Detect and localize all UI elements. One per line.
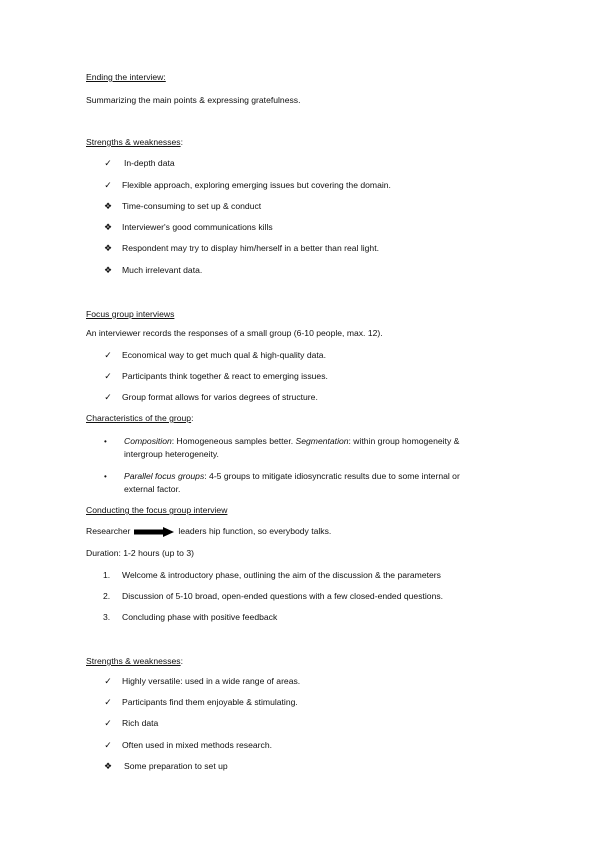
list-item-text: Discussion of 5-10 broad, open-ended questions with a few closed-ended questions. bbox=[122, 591, 444, 601]
check-icon: ✓ bbox=[104, 371, 112, 381]
diamond-icon: ❖ bbox=[103, 265, 113, 275]
term: Parallel focus groups bbox=[124, 471, 205, 481]
bullet-icon: • bbox=[104, 472, 107, 481]
researcher-label: Researcher bbox=[86, 526, 131, 536]
sw2-heading-text: Strengths & weaknesses bbox=[86, 656, 181, 666]
diamond-icon: ❖ bbox=[103, 761, 113, 771]
characteristics-heading bbox=[86, 413, 193, 424]
step-number: 3. bbox=[103, 612, 111, 622]
sw1-heading bbox=[86, 137, 183, 148]
term: Composition bbox=[124, 436, 172, 446]
list-item-text: intergroup heterogeneity. bbox=[124, 449, 219, 459]
step-number: 1. bbox=[103, 570, 111, 580]
term-text: : 4-5 groups to mitigate idiosyncratic results due to some internal or bbox=[204, 471, 460, 481]
check-icon: ✓ bbox=[104, 392, 112, 402]
list-item-text: Often used in mixed methods research. bbox=[122, 740, 272, 750]
list-item-text bbox=[124, 471, 460, 482]
list-item-text: Flexible approach, exploring emerging issues but covering the domain. bbox=[122, 180, 391, 190]
step-number: 2. bbox=[103, 591, 111, 601]
sw2-heading-suffix: : bbox=[180, 656, 183, 666]
diamond-icon: ❖ bbox=[103, 222, 113, 232]
characteristics-heading-suffix: : bbox=[191, 413, 194, 423]
researcher-line bbox=[86, 526, 331, 537]
list-item-text: external factor. bbox=[124, 484, 181, 494]
list-item-text: In-depth data bbox=[124, 158, 175, 168]
check-icon: ✓ bbox=[104, 350, 112, 360]
list-item-text: Economical way to get much qual & high-quality data. bbox=[122, 350, 326, 360]
list-item-text: Welcome & introductory phase, outlining the aim of the discussion & the parameters bbox=[122, 570, 441, 580]
term: Segmentation bbox=[295, 436, 349, 446]
list-item-text: Participants think together & react to emerging issues. bbox=[122, 371, 328, 381]
list-item-text: Rich data bbox=[122, 718, 159, 728]
researcher-text: leaders hip function, so everybody talks. bbox=[178, 526, 332, 536]
sw1-heading-text: Strengths & weaknesses bbox=[86, 137, 181, 147]
list-item-text: Interviewer's good communications kills bbox=[122, 222, 273, 232]
focus-heading: Focus group interviews bbox=[86, 309, 175, 319]
list-item-text: Group format allows for varios degrees of structure. bbox=[122, 392, 318, 402]
list-item-text: Some preparation to set up bbox=[124, 761, 228, 771]
sw1-heading-suffix: : bbox=[180, 137, 183, 147]
term-text: : Homogeneous samples better. bbox=[171, 436, 296, 446]
duration-line: Duration: 1-2 hours (up to 3) bbox=[86, 548, 194, 558]
check-icon: ✓ bbox=[104, 697, 112, 707]
check-icon: ✓ bbox=[104, 718, 112, 728]
list-item-text: Much irrelevant data. bbox=[122, 265, 203, 275]
term-text: : within group homogeneity & bbox=[348, 436, 460, 446]
check-icon: ✓ bbox=[104, 180, 112, 190]
arrow-right-icon bbox=[134, 527, 174, 537]
ending-text: Summarizing the main points & expressing gratefulness. bbox=[86, 95, 301, 105]
sw2-heading bbox=[86, 656, 183, 667]
list-item-text: Highly versatile: used in a wide range of areas. bbox=[122, 676, 301, 686]
list-item-text: Respondent may try to display him/herself in a better than real light. bbox=[122, 243, 379, 253]
list-item-text: Participants find them enjoyable & stimulating. bbox=[122, 697, 298, 707]
ending-heading: Ending the interview: bbox=[86, 72, 166, 82]
list-item-text: Concluding phase with positive feedback bbox=[122, 612, 278, 622]
conducting-heading: Conducting the focus group interview bbox=[86, 505, 228, 515]
diamond-icon: ❖ bbox=[103, 201, 113, 211]
list-item-text: Time-consuming to set up & conduct bbox=[122, 201, 262, 211]
check-icon: ✓ bbox=[104, 676, 112, 686]
bullet-icon: • bbox=[104, 437, 107, 446]
list-item-text bbox=[124, 436, 459, 447]
characteristics-heading-text: Characteristics of the group bbox=[86, 413, 192, 423]
focus-intro: An interviewer records the responses of a small group (6-10 people, max. 12). bbox=[86, 328, 383, 338]
check-icon: ✓ bbox=[104, 158, 112, 168]
diamond-icon: ❖ bbox=[103, 243, 113, 253]
check-icon: ✓ bbox=[104, 740, 112, 750]
